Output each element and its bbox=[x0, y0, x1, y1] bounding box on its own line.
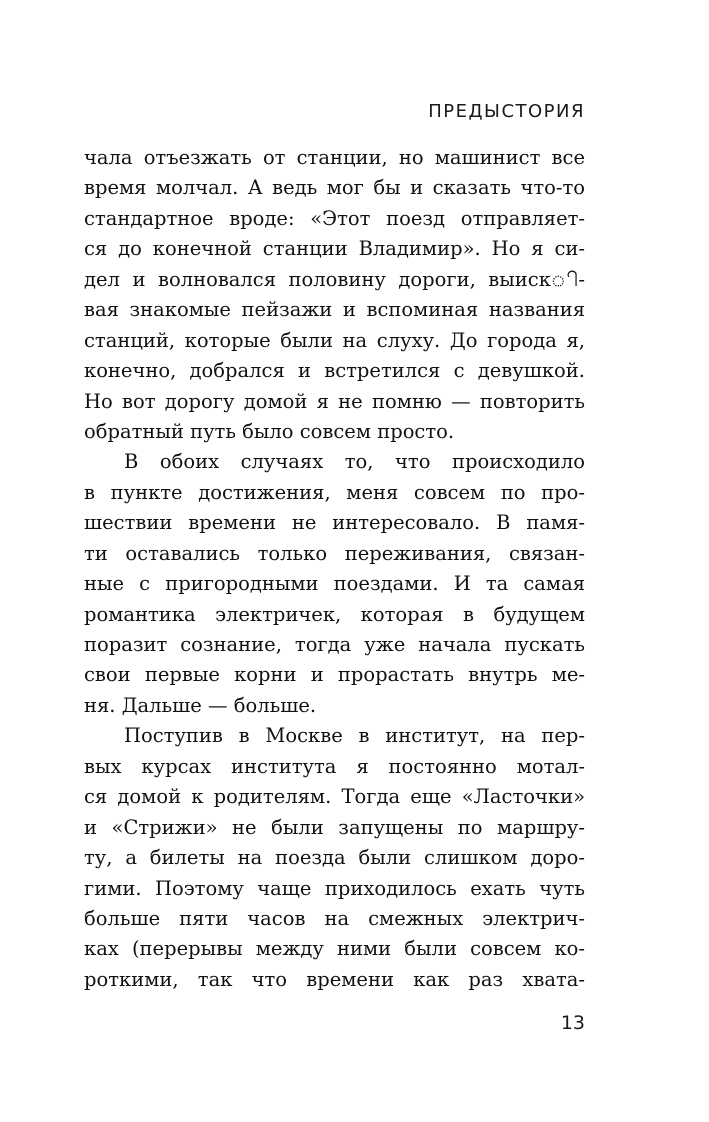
text-line: больше пяти часов на смежных электрич- bbox=[84, 906, 585, 930]
text-line: конечно, добрался и встретился с девушкой. bbox=[84, 359, 585, 383]
text-line: станций, которые были на слуху. До города я, bbox=[84, 328, 585, 352]
text-line: гими. Поэтому чаще приходилось ехать чуть bbox=[84, 876, 585, 900]
text-line: дел и волновался половину дороги, выискி- bbox=[84, 267, 585, 291]
text-line: шествии времени не интересовало. В памя- bbox=[84, 511, 585, 535]
text-line: время молчал. А ведь мог бы и сказать что-то bbox=[84, 176, 585, 200]
text-line: в пункте достижения, меня совсем по про- bbox=[84, 480, 585, 504]
text-line: В обоих случаях то, что происходило bbox=[124, 450, 585, 474]
text-line: вая знакомые пейзажи и вспоминая названия bbox=[84, 298, 585, 322]
page-number: 13 bbox=[560, 1012, 585, 1034]
text-line: романтика электричек, которая в будущем bbox=[84, 602, 585, 626]
text-line: ся домой к родителям. Тогда еще «Ласточки» bbox=[84, 785, 585, 809]
text-line: свои первые корни и прорастать внутрь ме- bbox=[84, 663, 585, 687]
text-line: чала отъезжать от станции, но машинист все bbox=[84, 146, 585, 169]
text-line: ся до конечной станции Владимир». Но я си- bbox=[84, 237, 585, 261]
text-line: ти оставались только переживания, связан- bbox=[84, 541, 585, 565]
text-line: ные с пригородными поездами. И та самая bbox=[84, 572, 585, 596]
body-text bbox=[84, 143, 585, 995]
text-line: ту, а билеты на поезда были слишком доро- bbox=[84, 846, 585, 870]
text-line: роткими, так что времени как раз хвата- bbox=[84, 967, 585, 991]
text-line: вых курсах института я постоянно мотал- bbox=[84, 754, 585, 778]
text-line: и «Стрижи» не были запущены по маршру- bbox=[84, 815, 585, 839]
text-line: Но вот дорогу домой я не помню — повторить bbox=[84, 389, 585, 413]
text-line: поразит сознание, тогда уже начала пускать bbox=[84, 633, 585, 656]
running-head: ПРЕДЫСТОРИЯ bbox=[428, 101, 585, 122]
text-line: стандартное вроде: «Этот поезд отправляет- bbox=[84, 206, 585, 230]
text-line: ня. Дальше — больше. bbox=[84, 693, 317, 717]
text-line: ках (перерывы между ними были совсем ко- bbox=[84, 937, 585, 961]
text-line: Поступив в Москве в институт, на пер- bbox=[124, 724, 585, 748]
text-line: обратный путь было совсем просто. bbox=[84, 419, 455, 443]
